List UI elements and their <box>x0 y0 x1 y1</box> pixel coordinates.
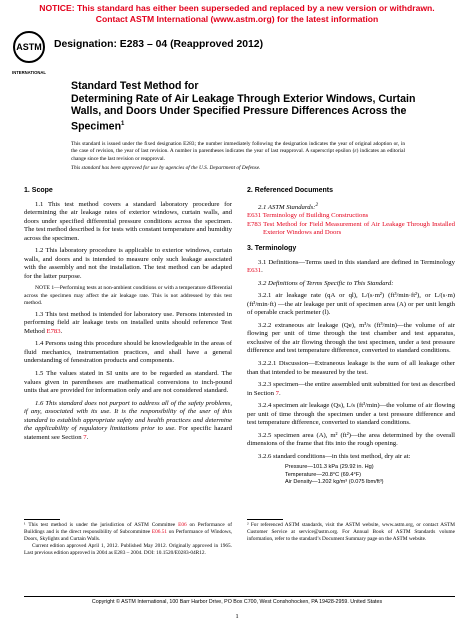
term-para-3-2-6: 3.2.6 standard conditions—in this test method, dry air at: <box>258 452 411 460</box>
scope-para-1-3 <box>24 311 232 337</box>
link-section-7-term[interactable]: 7 <box>275 389 279 397</box>
link-e631-term[interactable]: E631 <box>247 267 262 275</box>
ref-item <box>247 212 455 221</box>
page-number: 1 <box>235 613 239 620</box>
terminology-heading: 3. Terminology <box>247 244 297 252</box>
footnote-1-para-1 <box>24 522 232 543</box>
link-e06[interactable]: E06 <box>178 522 187 528</box>
astm-logo <box>12 27 46 87</box>
term-para-3-2-3 <box>247 381 455 398</box>
refs-footnote-mark: 2 <box>315 201 319 208</box>
term-3-2-3-end: . <box>278 389 281 397</box>
notice-banner <box>0 3 474 24</box>
footnote-rule-left <box>24 519 60 520</box>
term-para-3-2-2: 3.2.2 extraneous air leakage (Qe), m³/s (ft³/min)—the volume of air flowing per unit of time through the test chamber and test apparatus, exclusive of the air flowing through the test specimen, under a test pressure difference and test temperature difference, converted to standard conditions. <box>247 321 455 355</box>
std-condition-temperature: Temperature—20.8°C (69.4°F) <box>285 471 361 478</box>
term-para-3-2-1: 3.2.1 air leakage rate (qA or ql), L/(s·m²) (ft³/min·ft²), or L/(s·m) (ft³/min·ft) —the air leakage per unit of specimen area (A) or per unit length of operable crack perimeter (l). <box>247 292 455 317</box>
scope-note-1: NOTE 1—Performing tests at non-ambient conditions or with a temperature differential across the specimen may affect the air leakage rate. This is not addressed by this test method. <box>24 285 232 306</box>
scope-para-1-5: 1.5 The values stated in SI units are to be regarded as standard. The values given in parentheses are mathematical conversions to inch-pound units that are provided for information only and are not considered standard. <box>24 370 232 395</box>
link-e06-51[interactable]: E06.51 <box>151 528 168 535</box>
scope-para-1-6-end: . <box>86 433 89 441</box>
link-e783[interactable]: E783 <box>46 327 61 335</box>
svg-text:INTERNATIONAL: INTERNATIONAL <box>12 70 46 75</box>
refs-heading: 2. Referenced Documents <box>247 187 333 194</box>
scope-para-1-6 <box>24 400 232 443</box>
scope-para-1-6-safety: 1.6 This standard does not purport to address all of the safety problems, if any, associated with its use. It is the responsibility of the user of this standard to establish appropriate safety and health practices and determine the applicability of regulatory limitations prior to use. <box>24 399 232 433</box>
notice-line-1: NOTICE: This standard has either been superseded and replaced by a new version or withdrawn. <box>39 3 435 13</box>
footer-rule <box>24 596 455 597</box>
svg-text:ASTM: ASTM <box>16 42 42 52</box>
fn1-text-c: on Performance of Windows, Doors, Skylights and Curtain Walls. <box>24 528 232 542</box>
copyright-line: Copyright © ASTM International, 100 Barr Harbor Drive, PO Box C700, West Conshohocken, PA 19428-2959. United States <box>91 599 383 605</box>
footnote-2: ² For referenced ASTM standards, visit the ASTM website, www.astm.org, or contact ASTM Customer Service at service@astm.org. For Annual Book of ASTM Standards volume information, refer to the standard’s Document Summary page on the ASTM website. <box>247 522 455 542</box>
right-column <box>247 187 455 486</box>
ref-title-e631[interactable]: Terminology of Building Constructions <box>262 212 369 220</box>
title-footnote-mark: 1 <box>121 120 125 127</box>
link-e631[interactable]: E631 <box>247 212 262 220</box>
dod-approval-note: This standard has been approved for use by agencies of the U.S. Department of Defense. <box>71 165 261 171</box>
term-para-3-2-5: 3.2.5 specimen area (A), m² (ft²)—the area determined by the overall dimensions of the frame that fits into the rough opening. <box>247 431 455 448</box>
scope-heading: 1. Scope <box>24 187 53 194</box>
scope-para-1-6-text: For specific hazard statement see Section <box>24 425 233 441</box>
term-3-1-text: 3.1 Definitions—Terms used in this standard are defined in Terminology <box>258 258 455 266</box>
footnote-1 <box>24 522 232 557</box>
refs-sub-text: 2.1 ASTM Standards: <box>258 203 316 211</box>
term-3-2-3-text: 3.2.3 specimen—the entire assembled unit submitted for test as described in Section <box>247 381 455 397</box>
term-3-1-end: . <box>261 267 263 275</box>
term-para-3-2-4: 3.2.4 specimen air leakage (Qs), L/s (ft³/min)—the volume of air flowing per unit of time through the specimen under a test pressure difference and test temperature difference, converted to standard conditions. <box>247 402 455 427</box>
scope-para-1-3-text: 1.3 This test method is intended for laboratory use. Persons interested in performing field air leakage tests on installed units should reference Test Method <box>24 310 232 335</box>
title-line-2: Determining Rate of Air Leakage Through Exterior Windows, Curtain Walls, and Doors Under Specified Pressure Differences Across the Specimen <box>71 92 416 133</box>
refs-subheading <box>247 201 455 213</box>
std-condition-pressure: Pressure—101.3 kPa (29.92 in. Hg) <box>285 464 374 471</box>
fn1-text-a: ¹ This test method is under the jurisdiction of ASTM Committee <box>24 522 179 528</box>
footnote-rule-right <box>247 519 283 520</box>
standard-issuance-note: This standard is issued under the fixed designation E283; the number immediately following the designation indicates the year of original adoption or, in the case of revision, the year of last revision. A number in parentheses indicates the year of last reapproval. A superscript epsilon (ε) indicates an editorial change since the last revision or reapproval. <box>71 141 405 162</box>
scope-para-1-4: 1.4 Persons using this procedure should be knowledgeable in the areas of fluid mechanics, instrumentation practices, and shall have a general understanding of fenestration products and components. <box>24 340 232 365</box>
ref-item <box>247 221 455 238</box>
document-title <box>71 80 421 133</box>
link-e783-ref[interactable]: E783 <box>247 220 262 228</box>
scope-para-1-2: 1.2 This laboratory procedure is applicable to exterior windows, curtain walls, and doors and is intended to measure only such leakage associated with the assembly and not the installation. The test method can be adapted for the latter purpose. <box>24 247 232 280</box>
std-condition-density: Air Density—1.202 kg/m³ (0.075 lbm/ft³) <box>285 478 384 485</box>
scope-para-1-3-end: . <box>60 327 63 335</box>
scope-para-1-1: 1.1 This test method covers a standard laboratory procedure for determining the air leakage rates of exterior windows, curtain walls, and doors under specified differential pressure conditions across the specimen. The test method described is for tests with constant temperature and humidity across the specimen. <box>24 200 232 242</box>
term-para-3-1 <box>247 259 455 276</box>
fn1-text-b: on Performance of Buildings and is the direct responsibility of Subcommittee <box>24 522 232 535</box>
link-section-7[interactable]: 7 <box>83 433 87 441</box>
footnote-1-para-2: Current edition approved April 1, 2012. Published May 2012. Originally approved in 1965. Last previous edition approved in 2004 as E283 – 2004. DOI: 10.1520/E0283-04R12. <box>24 542 232 556</box>
notice-line-2: Contact ASTM International (www.astm.org) for the latest information <box>95 13 379 24</box>
left-column <box>24 187 232 442</box>
term-para-3-2-2-1: 3.2.2.1 Discussion—Extraneous leakage is the sum of all leakage other than that intended to be measured by the test. <box>247 359 455 376</box>
term-para-3-2: 3.2 Definitions of Terms Specific to This Standard: <box>258 279 394 287</box>
designation: Designation: E283 – 04 (Reapproved 2012) <box>54 39 264 50</box>
title-line-1: Standard Test Method for <box>71 80 199 92</box>
ref-title-e783[interactable]: Test Method for Field Measurement of Air Leakage Through Installed Exterior Windows and Doors <box>263 220 455 237</box>
